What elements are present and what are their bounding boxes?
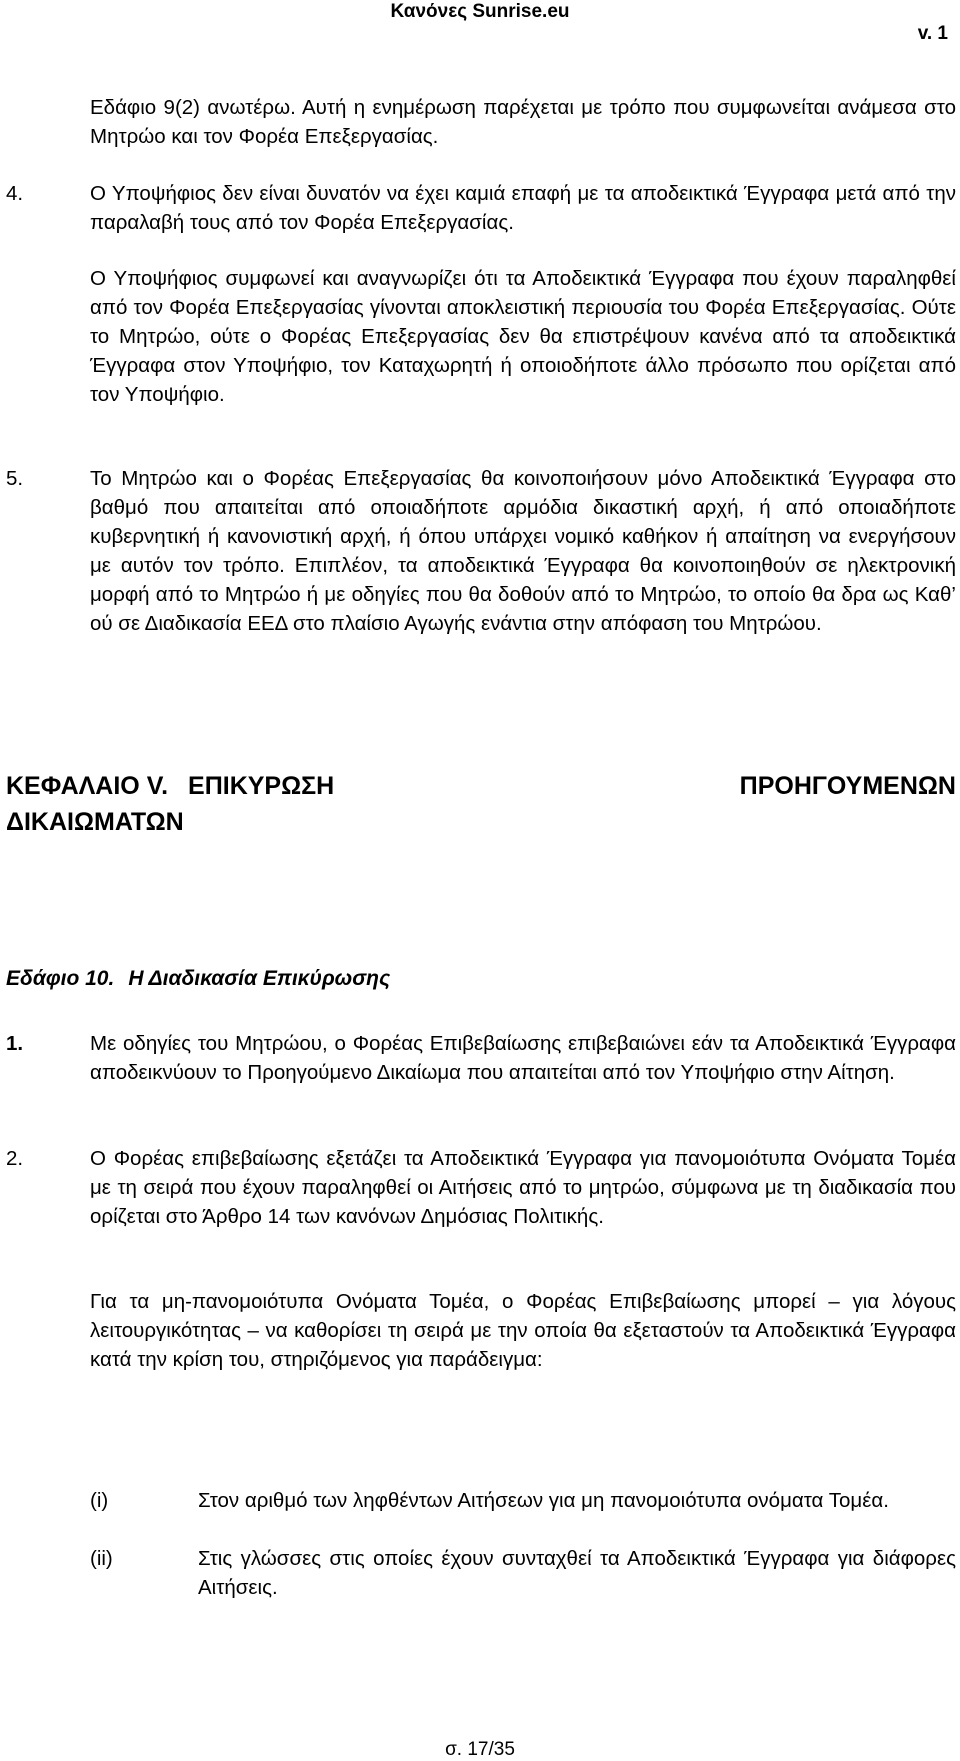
- section10-item-2-paragraph: Ο Φορέας επιβεβαίωσης εξετάζει τα Αποδεικτικά Έγγραφα για πανομοιότυπα Ονόματα Τομέα με τη σειρά που έχουν παραληφθεί οι Αιτήσεις από το μητρώο, σύμφωνα με τη διαδικασία που ορίζεται στο Άρθρο 14 των κανόνων Δημόσιας Πολιτικής.: [90, 1147, 956, 1228]
- sublist-item-ii: Στις γλώσσες στις οποίες έχουν συνταχθεί τα Αποδεικτικά Έγγραφα για διάφορες Αιτήσεις.: [198, 1547, 956, 1599]
- item-number-5: 5.: [6, 467, 24, 490]
- section-title: Η Διαδικασία Επικύρωσης: [128, 967, 391, 990]
- section10-item-number-1: 1.: [6, 1032, 24, 1055]
- intro-paragraph: Εδάφιο 9(2) ανωτέρω. Αυτή η ενημέρωση παρέχεται με τρόπο που συμφωνείται ανάμεσα στο Μητρώο και τον Φορέα Επεξεργασίας.: [90, 96, 956, 148]
- section10-item-number-2: 2.: [6, 1147, 24, 1170]
- chapter-heading: [6, 768, 956, 840]
- sublist-label-ii: (ii): [90, 1547, 113, 1570]
- chapter-title-part-1: ΕΠΙΚΥΡΩΣΗ: [188, 772, 335, 800]
- sublist-label-i: (i): [90, 1489, 109, 1512]
- sublist-item-i: Στον αριθμό των ληφθέντων Αιτήσεων για μη πανομοιότυπα ονόματα Τομέα.: [198, 1489, 889, 1512]
- section10-item-2-subparagraph: Για τα μη-πανομοιότυπα Ονόματα Τομέα, ο Φορέας Επιβεβαίωσης μπορεί – για λόγους λειτουργικότητας – να καθορίσει τη σειρά με την οποία θα εξεταστούν τα Αποδεικτικά Έγγραφα κατά την κρίση του, στηριζόμενος για παράδειγμα:: [90, 1290, 956, 1371]
- chapter-number: ΚΕΦΑΛΑΙΟ V.: [6, 772, 169, 800]
- version-label: v. 1: [917, 23, 948, 44]
- document-title: Κανόνες Sunrise.eu: [390, 1, 570, 22]
- section-heading: [6, 964, 390, 994]
- item-4-subparagraph: Ο Υποψήφιος συμφωνεί και αναγνωρίζει ότι τα Αποδεικτικά Έγγραφα που έχουν παραληφθεί από τον Φορέα Επεξεργασίας γίνονται αποκλειστική περιουσία του Φορέα Επεξεργασίας. Ούτε το Μητρώο, ούτε ο Φορέας Επεξεργασίας δεν θα επιστρέψουν κανένα από τα αποδεικτικά Έγγραφα στον Υποψήφιο, τον Καταχωρητή ή οποιοδήποτε άλλο πρόσωπο που ορίζεται από τον Υποψήφιο.: [90, 267, 956, 406]
- section10-item-1-paragraph: Με οδηγίες του Μητρώου, ο Φορέας Επιβεβαίωσης επιβεβαιώνει εάν τα Αποδεικτικά Έγγραφα αποδεικνύουν το Προηγούμενο Δικαίωμα που απαιτείται από τον Υποψήφιο στην Αίτηση.: [90, 1032, 956, 1084]
- chapter-title-part-2: ΠΡΟΗΓΟΥΜΕΝΩΝ: [739, 772, 956, 800]
- item-4-paragraph: Ο Υποψήφιος δεν είναι δυνατόν να έχει καμιά επαφή με τα αποδεικτικά Έγγραφα μετά από την παραλαβή τους από τον Φορέα Επεξεργασίας.: [90, 182, 956, 234]
- chapter-title-part-3: ΔΙΚΑΙΩΜΑΤΩΝ: [6, 808, 184, 836]
- page-number: σ. 17/35: [445, 1739, 515, 1760]
- item-5-paragraph: Το Μητρώο και ο Φορέας Επεξεργασίας θα κοινοποιήσουν μόνο Αποδεικτικά Έγγραφα στο βαθμό που απαιτείται από οποιαδήποτε αρμόδια δικαστική αρχή, ή από οποιαδήποτε κυβερνητική ή κανονιστική αρχή, ή όπου υπάρχει νομικό καθήκον ή απαίτηση να ενεργήσουν με αυτόν τον τρόπο. Επιπλέον, τα αποδεικτικά Έγγραφα θα κοινοποιηθούν σε ηλεκτρονική μορφή από το Μητρώο ή με οδηγίες που θα δοθούν από το Μητρώο, το οποίο θα δρα ως Καθ’ ού σε Διαδικασία ΕΕΔ στο πλαίσιο Αγωγής ενάντια στην απόφαση του Μητρώου.: [90, 467, 956, 635]
- item-number-4: 4.: [6, 182, 24, 205]
- section-label: Εδάφιο 10.: [6, 967, 115, 990]
